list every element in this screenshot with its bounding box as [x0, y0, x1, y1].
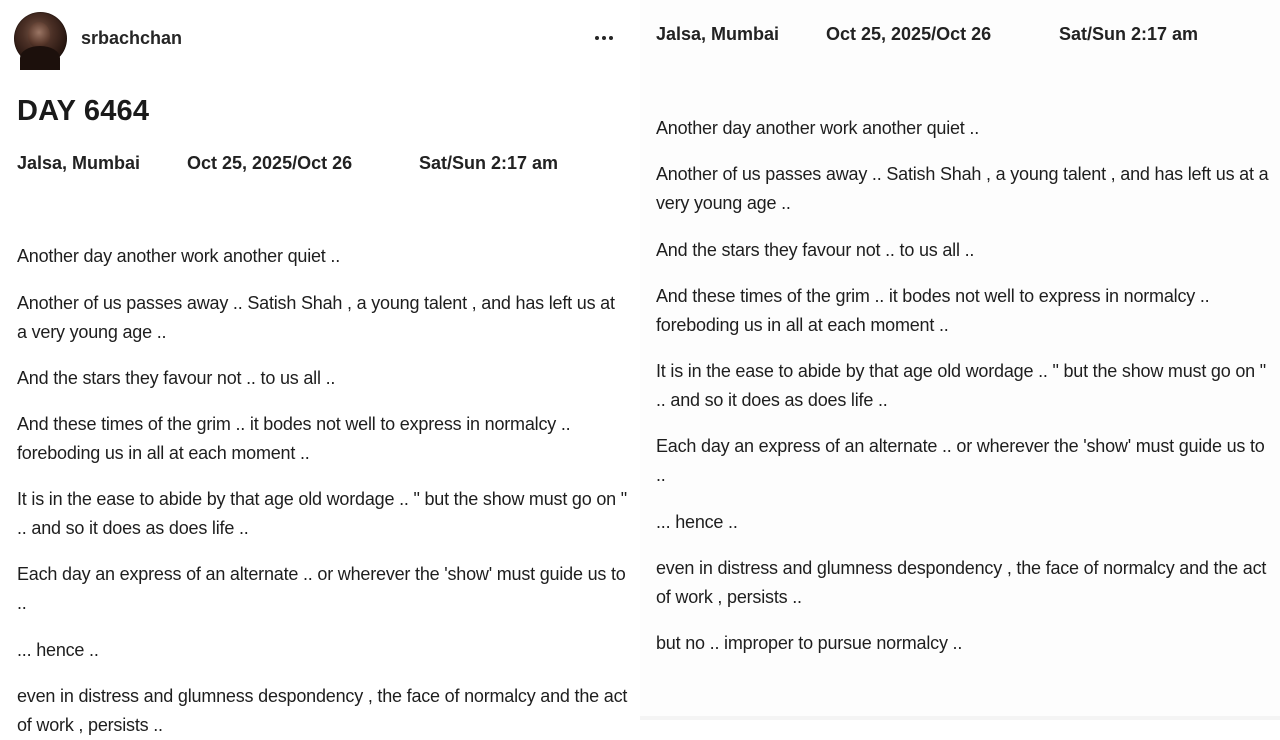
post-paragraph: And these times of the grim .. it bodes not well to express in normalcy .. foreboding us in all at each moment .. [656, 286, 1210, 335]
post-paragraph: ... hence .. [17, 640, 99, 660]
post-paragraph: Each day an express of an alternate .. or wherever the 'show' must guide us to .. [17, 564, 626, 613]
post-paragraph: And these times of the grim .. it bodes not well to express in normalcy .. foreboding us in all at each moment .. [17, 414, 571, 463]
post-paragraph: Another of us passes away .. Satish Shah , a young talent , and has left us at a very young age .. [17, 293, 615, 342]
post-paragraph: It is in the ease to abide by that age old wordage .. " but the show must go on " .. and so it does as does life .. [656, 361, 1266, 410]
post-header [14, 12, 624, 66]
post-paragraph: Another of us passes away .. Satish Shah , a young talent , and has left us at a very young age .. [656, 164, 1269, 213]
post-paragraph: And the stars they favour not .. to us all .. [656, 240, 975, 260]
username[interactable]: srbachchan [81, 28, 183, 48]
post-paragraph: Another day another work another quiet .. [656, 118, 980, 138]
post-meta-row [17, 153, 617, 177]
post-paragraph: And the stars they favour not .. to us all .. [17, 368, 336, 388]
meta-date: Oct 25, 2025/Oct 26 [826, 24, 992, 44]
post-paragraph: ... hence .. [656, 512, 738, 532]
post-paragraph: Another day another work another quiet .. [17, 246, 341, 266]
post-paragraph: Each day an express of an alternate .. or wherever the 'show' must guide us to .. [656, 436, 1265, 485]
post-paragraph: even in distress and glumness despondency , the face of normalcy and the act of work , persists .. [17, 686, 628, 735]
left-post-panel [0, 0, 640, 735]
post-paragraph: It is in the ease to abide by that age old wordage .. " but the show must go on " .. and so it does as does life .. [17, 489, 627, 538]
meta-day-time: Sat/Sun 2:17 am [1059, 24, 1199, 44]
right-post-panel [640, 0, 1280, 720]
meta-day-time: Sat/Sun 2:17 am [419, 153, 559, 173]
post-paragraph: even in distress and glumness despondency , the face of normalcy and the act of work , persists .. [656, 558, 1267, 607]
meta-location: Jalsa, Mumbai [656, 24, 780, 44]
meta-date: Oct 25, 2025/Oct 26 [187, 153, 353, 173]
more-options-icon[interactable] [588, 26, 620, 50]
post-meta-row [656, 24, 1256, 48]
avatar[interactable] [14, 12, 67, 65]
post-title: DAY 6464 [17, 95, 150, 127]
post-paragraph: but no .. improper to pursue normalcy .. [656, 633, 963, 653]
meta-location: Jalsa, Mumbai [17, 153, 141, 173]
